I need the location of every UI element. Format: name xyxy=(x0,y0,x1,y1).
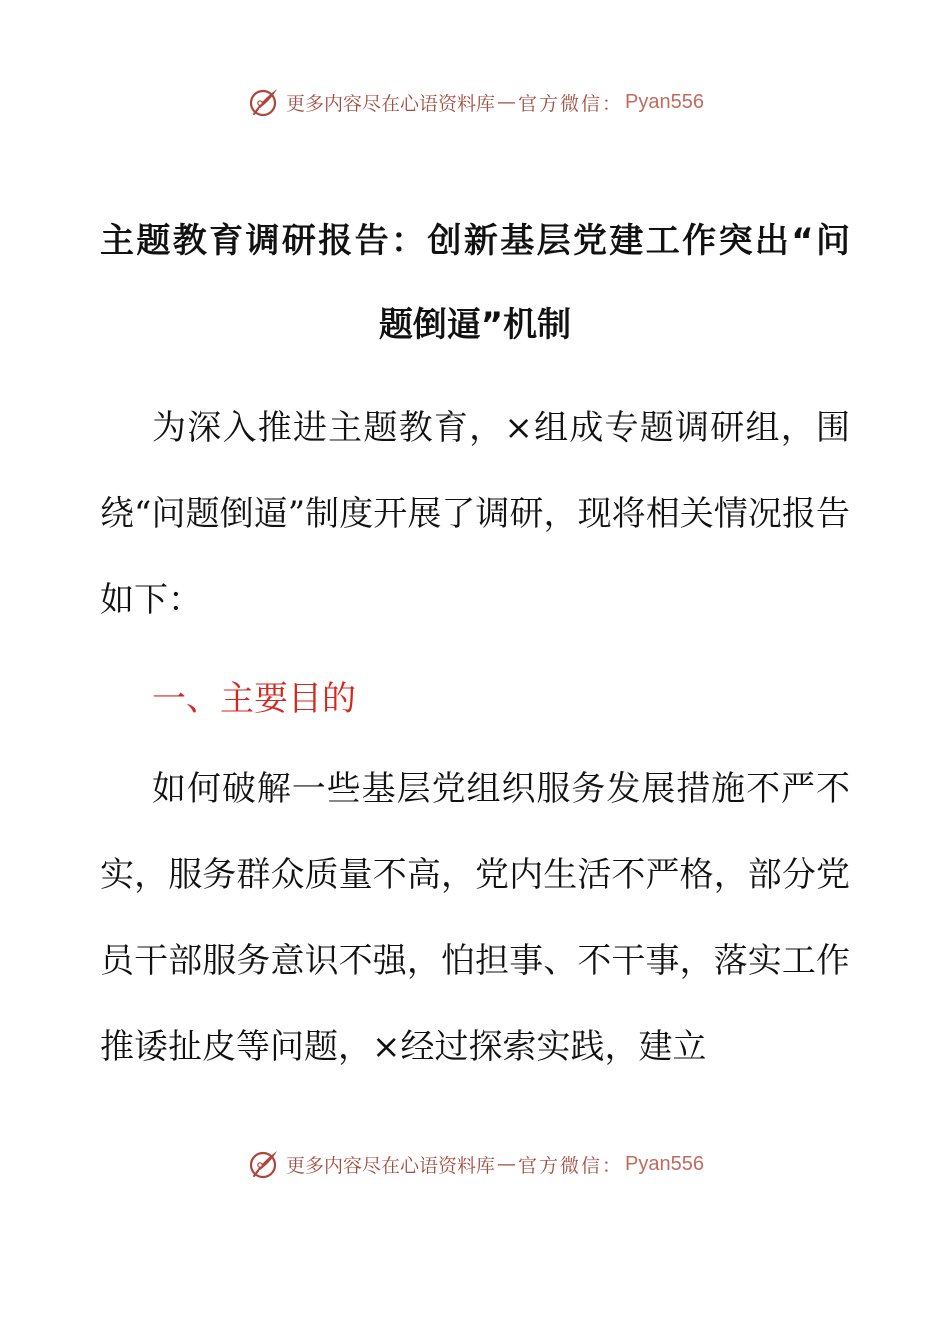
watermark-dash: — xyxy=(497,1153,517,1175)
watermark-wechat-id: Pyan556 xyxy=(625,1152,704,1175)
footer-watermark xyxy=(0,1144,950,1184)
watermark-text: 更多内容尽在心语资料库 xyxy=(286,1154,496,1177)
watermark-label: 官方微信： xyxy=(518,92,624,115)
watermark-dash: — xyxy=(497,91,517,113)
body-paragraph: 如何破解一些基层党组织服务发展措施不严不实，服务群众质量不高，党内生活不严格，部分党员干部服务意识不强，怕担事、不干事，落实工作推诿扯皮等问题，×经过探索实践，建立 xyxy=(100,769,850,1067)
watermark-wechat-id: Pyan556 xyxy=(625,90,704,113)
watermark-label: 官方微信： xyxy=(518,1154,624,1177)
quill-pen-logo-icon xyxy=(246,1146,282,1182)
quill-pen-logo-icon xyxy=(246,84,282,120)
document-title-line-2: 题倒逼”机制 xyxy=(378,305,572,345)
section-heading: 一、主要目的 xyxy=(152,679,356,719)
header-watermark xyxy=(0,82,950,122)
watermark-text: 更多内容尽在心语资料库 xyxy=(286,92,496,115)
intro-paragraph: 为深入推进主题教育，×组成专题调研组，围绕“问题倒逼”制度开展了调研，现将相关情况报告如下： xyxy=(100,408,850,620)
document-title-line-1: 主题教育调研报告：创新基层党建工作突出“问 xyxy=(100,221,850,261)
